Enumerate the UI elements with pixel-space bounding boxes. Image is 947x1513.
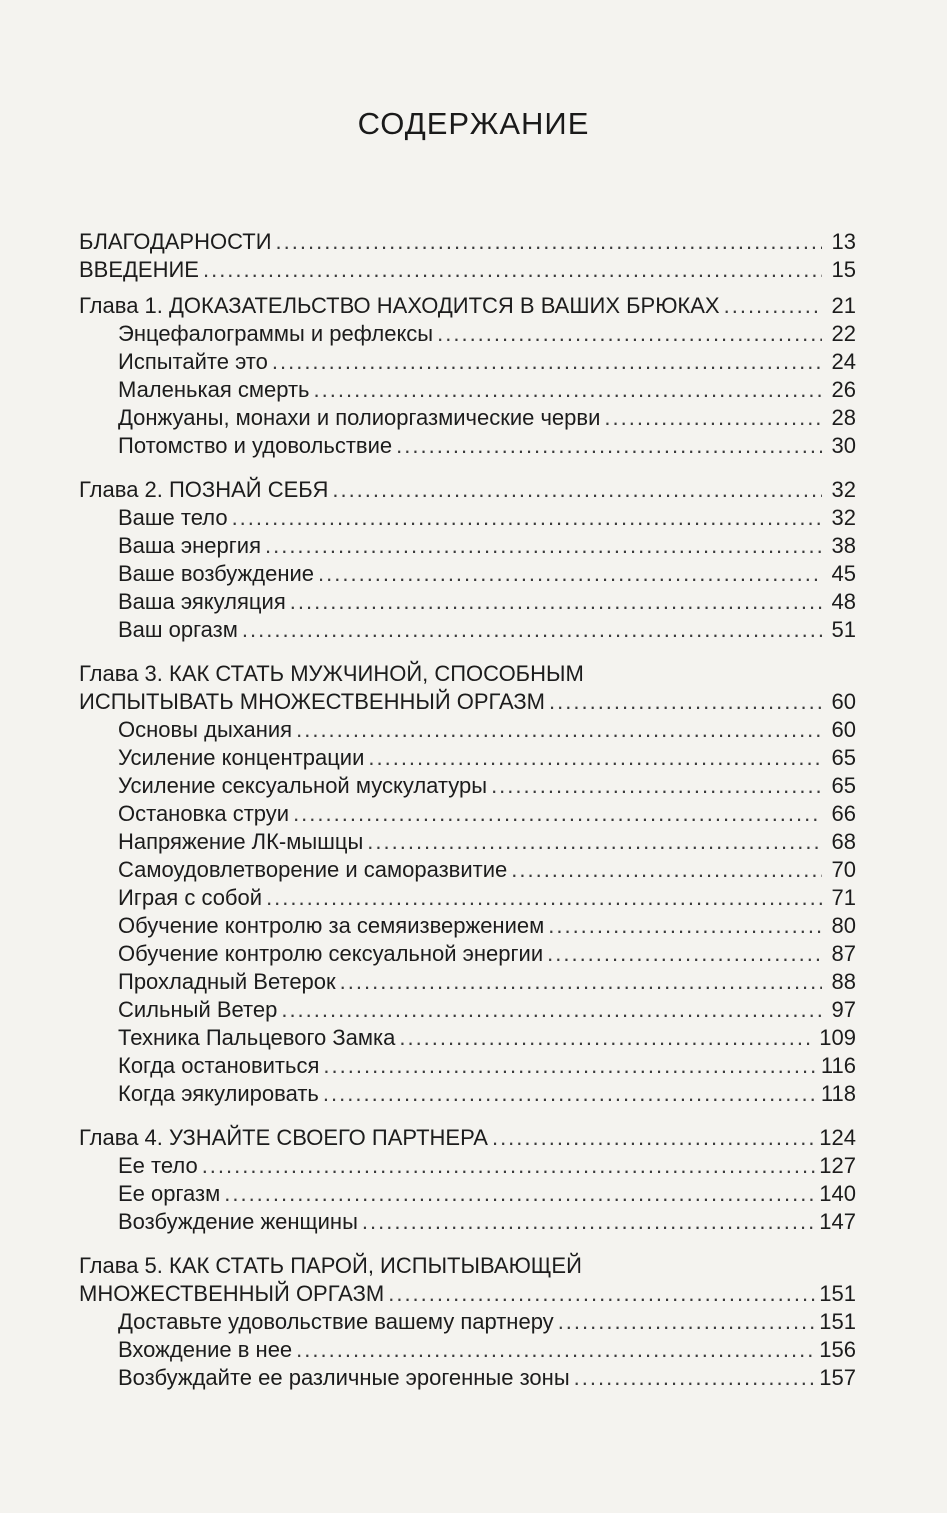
- toc-section[interactable]: [79, 744, 856, 772]
- toc-section[interactable]: [79, 828, 856, 856]
- chapter-title: МНОЖЕСТВЕННЫЙ ОРГАЗМ: [79, 1281, 385, 1306]
- leader-dots: [332, 476, 822, 504]
- section-page: 26: [831, 377, 856, 402]
- section-label: Донжуаны, монахи и полиоргазмические черви: [118, 405, 601, 430]
- section-label: Техника Пальцевого Замка: [118, 1025, 396, 1050]
- toc-section[interactable]: [79, 856, 856, 884]
- section-page: 28: [831, 405, 856, 430]
- leader-dots: [323, 1052, 817, 1080]
- section-label: Маленькая смерть: [118, 377, 310, 402]
- toc-section[interactable]: [79, 348, 856, 376]
- section-label: Когда эякулировать: [118, 1081, 319, 1106]
- section-page: 32: [831, 505, 856, 530]
- section-label: Напряжение ЛК-мышцы: [118, 829, 364, 854]
- toc-section[interactable]: [79, 504, 856, 532]
- section-label: Остановка струи: [118, 801, 290, 826]
- leader-dots: [296, 716, 822, 744]
- section-label: Ваше тело: [118, 505, 228, 530]
- leader-dots: [232, 504, 822, 532]
- section-label: Сильный Ветер: [118, 997, 278, 1022]
- section-label: Усиление концентрации: [118, 745, 365, 770]
- section-label: Ваша эякуляция: [118, 589, 286, 614]
- leader-dots: [396, 432, 822, 460]
- toc-chapter-5[interactable]: [79, 1280, 856, 1308]
- section-label: Ваш оргазм: [118, 617, 238, 642]
- table-of-contents: [79, 228, 856, 1392]
- section-page: 147: [819, 1209, 856, 1234]
- toc-entry-introduction[interactable]: [79, 256, 856, 284]
- toc-chapter-5-title[interactable]: Глава 5. КАК СТАТЬ ПАРОЙ, ИСПЫТЫВАЮЩЕЙ: [79, 1253, 582, 1278]
- toc-section[interactable]: [79, 320, 856, 348]
- section-label: Доставьте удовольствие вашему партнеру: [118, 1309, 554, 1334]
- section-label: Обучение контролю за семяизвержением: [118, 913, 545, 938]
- toc-section[interactable]: [79, 1308, 856, 1336]
- section-label: Вхождение в нее: [118, 1337, 293, 1362]
- toc-section[interactable]: [79, 1364, 856, 1392]
- section-label: Ваше возбуждение: [118, 561, 315, 586]
- section-page: 109: [819, 1025, 856, 1050]
- toc-section[interactable]: [79, 1208, 856, 1236]
- leader-dots: [604, 404, 822, 432]
- toc-entry-label: БЛАГОДАРНОСТИ: [79, 229, 272, 254]
- leader-dots: [293, 800, 822, 828]
- leader-dots: [272, 348, 822, 376]
- section-page: 60: [831, 717, 856, 742]
- toc-chapter-4[interactable]: [79, 1124, 856, 1152]
- toc-section[interactable]: [79, 884, 856, 912]
- section-page: 80: [831, 913, 856, 938]
- leader-dots: [281, 996, 822, 1024]
- leader-dots: [492, 1124, 815, 1152]
- section-page: 151: [819, 1309, 856, 1334]
- section-page: 45: [831, 561, 856, 586]
- section-page: 66: [831, 801, 856, 826]
- toc-section[interactable]: [79, 532, 856, 560]
- toc-section[interactable]: [79, 912, 856, 940]
- toc-section[interactable]: [79, 588, 856, 616]
- section-page: 140: [819, 1181, 856, 1206]
- leader-dots: [549, 688, 822, 716]
- leader-dots: [362, 1208, 815, 1236]
- leader-dots: [724, 292, 822, 320]
- leader-dots: [265, 532, 822, 560]
- section-page: 65: [831, 745, 856, 770]
- toc-chapter-3-title[interactable]: Глава 3. КАК СТАТЬ МУЖЧИНОЙ, СПОСОБНЫМ: [79, 661, 584, 686]
- section-page: 97: [831, 997, 856, 1022]
- chapter-title: ИСПЫТЫВАТЬ МНОЖЕСТВЕННЫЙ ОРГАЗМ: [79, 689, 546, 714]
- leader-dots: [290, 588, 822, 616]
- section-page: 68: [831, 829, 856, 854]
- leader-dots: [511, 856, 822, 884]
- leader-dots: [203, 256, 822, 284]
- leader-dots: [340, 968, 822, 996]
- section-page: 157: [819, 1365, 856, 1390]
- toc-section[interactable]: [79, 996, 856, 1024]
- toc-section[interactable]: [79, 616, 856, 644]
- toc-entry-acknowledgements[interactable]: [79, 228, 856, 256]
- section-page: 88: [831, 969, 856, 994]
- leader-dots: [437, 320, 822, 348]
- section-label: Энцефалограммы и рефлексы: [118, 321, 434, 346]
- leader-dots: [323, 1080, 817, 1108]
- section-page: 38: [831, 533, 856, 558]
- toc-section[interactable]: [79, 376, 856, 404]
- toc-chapter-1[interactable]: [79, 292, 856, 320]
- leader-dots: [314, 376, 822, 404]
- toc-section[interactable]: [79, 404, 856, 432]
- chapter-page: 21: [831, 293, 856, 318]
- chapter-title: Глава 2. ПОЗНАЙ СЕБЯ: [79, 477, 329, 502]
- chapter-page: 32: [831, 477, 856, 502]
- leader-dots: [296, 1336, 815, 1364]
- section-page: 51: [831, 617, 856, 642]
- section-label: Играя с собой: [118, 885, 263, 910]
- toc-section[interactable]: [79, 1024, 856, 1052]
- section-page: 22: [831, 321, 856, 346]
- leader-dots: [367, 828, 822, 856]
- leader-dots: [276, 228, 822, 256]
- leader-dots: [266, 884, 822, 912]
- chapter-title: Глава 4. УЗНАЙТЕ СВОЕГО ПАРТНЕРА: [79, 1125, 488, 1150]
- toc-section[interactable]: [79, 800, 856, 828]
- leader-dots: [399, 1024, 815, 1052]
- leader-dots: [242, 616, 822, 644]
- toc-chapter-2[interactable]: [79, 476, 856, 504]
- toc-section[interactable]: [79, 940, 856, 968]
- toc-entry-page: 13: [831, 229, 856, 254]
- section-page: 70: [831, 857, 856, 882]
- toc-section[interactable]: [79, 1052, 856, 1080]
- section-label: Усиление сексуальной мускулатуры: [118, 773, 488, 798]
- section-label: Ее тело: [118, 1153, 198, 1178]
- section-page: 65: [831, 773, 856, 798]
- section-page: 71: [831, 885, 856, 910]
- section-label: Возбуждение женщины: [118, 1209, 358, 1234]
- leader-dots: [224, 1180, 815, 1208]
- page-title: СОДЕРЖАНИЕ: [357, 106, 590, 141]
- leader-dots: [368, 744, 822, 772]
- toc-section[interactable]: [79, 432, 856, 460]
- section-label: Самоудовлетворение и саморазвитие: [118, 857, 508, 882]
- section-page: 127: [819, 1153, 856, 1178]
- leader-dots: [318, 560, 822, 588]
- section-page: 118: [820, 1081, 856, 1106]
- leader-dots: [547, 940, 822, 968]
- leader-dots: [388, 1280, 815, 1308]
- section-label: Ее оргазм: [118, 1181, 221, 1206]
- leader-dots: [548, 912, 822, 940]
- section-label: Испытайте это: [118, 349, 268, 374]
- section-label: Потомство и удовольствие: [118, 433, 393, 458]
- section-page: 87: [831, 941, 856, 966]
- section-page: 24: [831, 349, 856, 374]
- section-label: Основы дыхания: [118, 717, 293, 742]
- leader-dots: [202, 1152, 816, 1180]
- chapter-page: 124: [819, 1125, 856, 1150]
- section-label: Обучение контролю сексуальной энергии: [118, 941, 544, 966]
- chapter-title: Глава 1. ДОКАЗАТЕЛЬСТВО НАХОДИТСЯ В ВАШИХ БРЮКАХ: [79, 293, 720, 318]
- toc-section[interactable]: [79, 1180, 856, 1208]
- section-page: 30: [831, 433, 856, 458]
- leader-dots: [558, 1308, 816, 1336]
- toc-entry-page: 15: [831, 257, 856, 282]
- toc-section[interactable]: [79, 1336, 856, 1364]
- section-label: Когда остановиться: [118, 1053, 320, 1078]
- section-label: Прохладный Ветерок: [118, 969, 336, 994]
- toc-section[interactable]: [79, 968, 856, 996]
- toc-section[interactable]: [79, 1080, 856, 1108]
- leader-dots: [491, 772, 822, 800]
- chapter-page: 60: [831, 689, 856, 714]
- toc-entry-label: ВВЕДЕНИЕ: [79, 257, 199, 282]
- toc-chapter-3[interactable]: [79, 688, 856, 716]
- toc-section[interactable]: [79, 716, 856, 744]
- section-page: 116: [820, 1053, 856, 1078]
- section-label: Возбуждайте ее различные эрогенные зоны: [118, 1365, 570, 1390]
- leader-dots: [574, 1364, 816, 1392]
- toc-section[interactable]: [79, 1152, 856, 1180]
- toc-section[interactable]: [79, 772, 856, 800]
- toc-section[interactable]: [79, 560, 856, 588]
- section-page: 156: [819, 1337, 856, 1362]
- chapter-page: 151: [819, 1281, 856, 1306]
- section-label: Ваша энергия: [118, 533, 261, 558]
- section-page: 48: [831, 589, 856, 614]
